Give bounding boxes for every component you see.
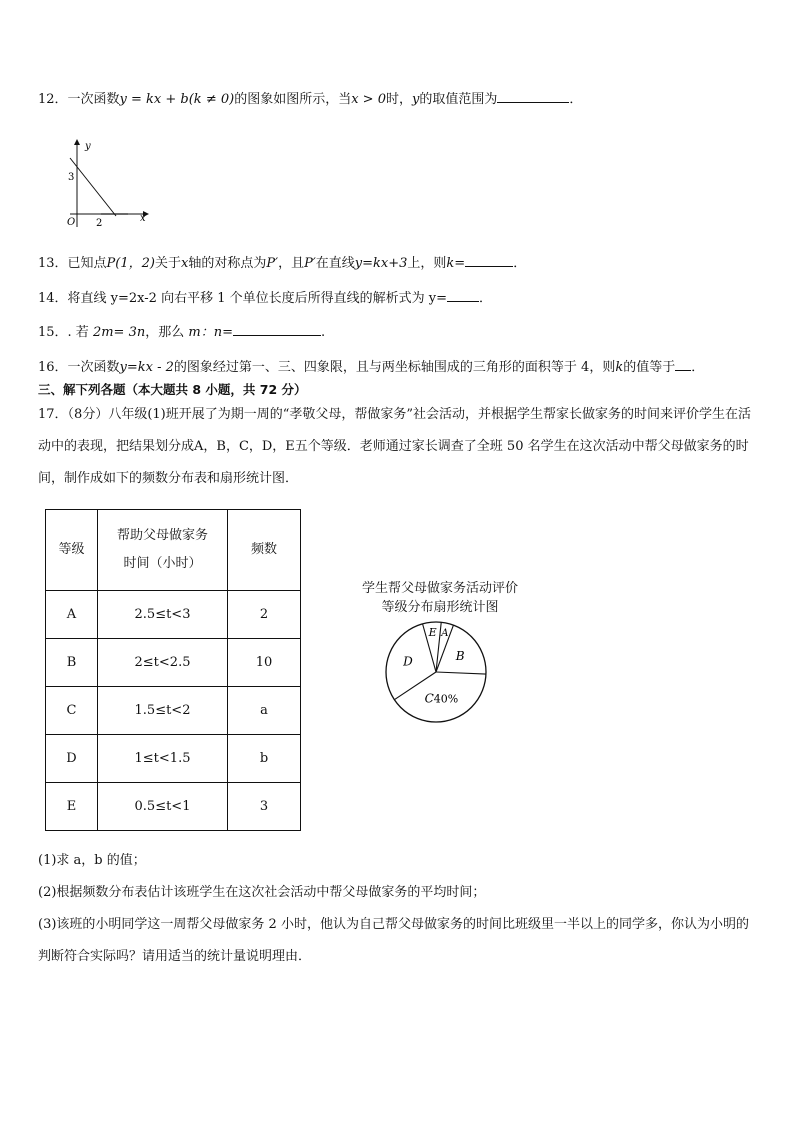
q12-formula: y = kx + b(k ≠ 0) bbox=[119, 92, 235, 107]
question-13: 13．已知点P(1，2)关于x轴的对称点为P′，且P′在直线y=kx+3上，则k= ． bbox=[38, 256, 527, 271]
y-intercept-label: 3 bbox=[68, 172, 75, 183]
pie-label-c: C40% bbox=[424, 691, 459, 706]
table-row: A 2.5≤t<3 2 bbox=[46, 591, 301, 639]
table-row: C 1.5≤t<2 a bbox=[46, 687, 301, 735]
pie-divider-c bbox=[436, 672, 486, 674]
header-frequency: 频数 bbox=[228, 510, 301, 591]
question-16: 16．一次函数y=kx - 2的图象经过第一、三、四象限，且与两坐标轴围成的三角形的面积等于 4，则k的值等于 ． bbox=[38, 360, 705, 375]
function-graph bbox=[56, 132, 156, 232]
question-17-intro: 17．（8分）八年级(1)班开展了为期一周的“孝敬父母，帮做家务”社会活动，并根据学生帮家长做家务的时间来评价学生在活动中的表现，把结果划分成A，B，C，D，E五个等级．老师通过家长调查了全班 50 名学生在这次活动中帮父母做家务的时间，制作成如下的频数分布表和扇形统计图． bbox=[38, 407, 752, 486]
section-heading: 三、解下列各题（本大题共 8 小题，共 72 分） bbox=[38, 382, 307, 397]
x-intercept-label: 2 bbox=[96, 218, 103, 229]
question-17-sub1: (1)求 a，b 的值； bbox=[38, 853, 146, 868]
x-axis-label: x bbox=[140, 213, 146, 224]
question-17-sub3: (3)该班的小明同学这一周帮父母做家务 2 小时，他认为自己帮父母做家务的时间比班级里一半以上的同学多，你认为小明的判断符合实际吗？请用适当的统计量说明理由． bbox=[38, 917, 749, 964]
table-row: E 0.5≤t<1 3 bbox=[46, 783, 301, 831]
table-row: B 2≤t<2.5 10 bbox=[46, 639, 301, 687]
pie-title: 学生帮父母做家务活动评价 bbox=[361, 581, 518, 596]
question-14: 14．将直线 y=2x-2 向右平移 1 个单位长度后所得直线的解析式为 y= ． bbox=[38, 291, 493, 306]
question-17-sub2: (2)根据频数分布表估计该班学生在这次社会活动中帮父母做家务的平均时间； bbox=[38, 885, 486, 900]
pie-label-a: A bbox=[441, 628, 449, 640]
header-grade: 等级 bbox=[46, 510, 98, 591]
pie-chart bbox=[370, 610, 500, 730]
answer-blank bbox=[465, 254, 513, 267]
y-axis-label: y bbox=[85, 141, 91, 152]
table-header-row bbox=[46, 510, 301, 591]
table-row: D 1≤t<1.5 b bbox=[46, 735, 301, 783]
answer-blank bbox=[497, 90, 569, 103]
pie-subtitle: 等级分布扇形统计图 bbox=[381, 600, 499, 615]
pie-label-d: D bbox=[403, 654, 413, 669]
answer-blank bbox=[233, 323, 321, 336]
origin-label: O bbox=[67, 217, 76, 228]
frequency-table bbox=[45, 509, 301, 831]
answer-blank bbox=[447, 289, 479, 302]
pie-label-b: B bbox=[455, 648, 465, 663]
answer-blank bbox=[675, 358, 691, 371]
pie-label-e: E bbox=[428, 626, 437, 640]
question-12: 12．一次函数y = kx + b(k ≠ 0)的图象如图所示，当x > 0时，y的取值范围为 ． bbox=[38, 92, 583, 107]
question-15: 15．. 若 2m= 3n，那么 m：n= . bbox=[38, 325, 326, 340]
header-time: 帮助父母做家务 时间（小时） bbox=[98, 510, 228, 591]
